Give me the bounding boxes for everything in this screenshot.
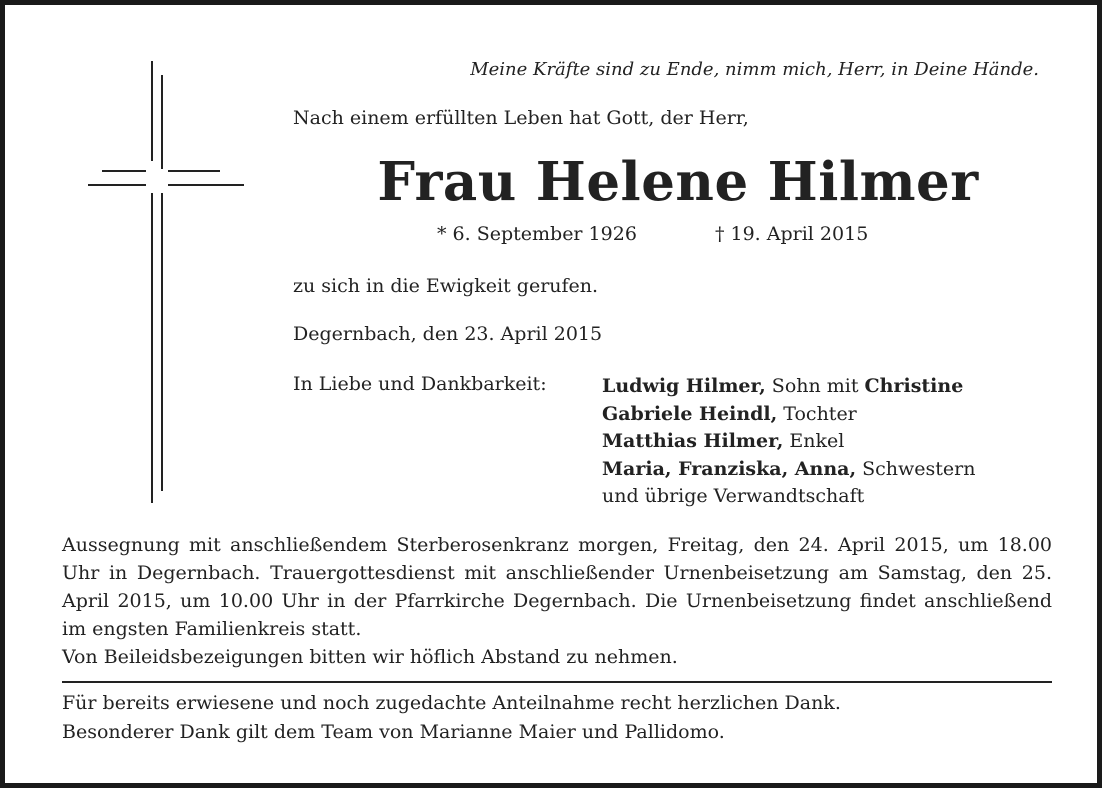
cross-icon: [88, 61, 244, 503]
death-date: † 19. April 2015: [714, 223, 869, 245]
final-thanks: [62, 689, 841, 747]
motto: Meine Kräfte sind zu Ende, nimm mich, Herr, in Deine Hände.: [470, 59, 1039, 80]
mourner-line: Ludwig Hilmer, Sohn mit Christine: [602, 375, 964, 397]
mourner-line: Matthias Hilmer, Enkel: [602, 430, 845, 452]
mourner-line: und übrige Verwandtschaft: [602, 485, 865, 507]
thanks-line-1: Für bereits erwiesene und noch zugedachte Anteilnahme recht herzlichen Dank.: [62, 692, 841, 714]
called-text: zu sich in die Ewigkeit gerufen.: [293, 275, 599, 297]
life-dates: [437, 223, 868, 245]
divider: [62, 681, 1052, 683]
thanks-label: In Liebe und Dankbarkeit:: [293, 373, 547, 395]
thanks-line-2: Besonderer Dank gilt dem Team von Marianne Maier und Pallidomo.: [62, 721, 725, 743]
mourner-line: Maria, Franziska, Anna, Schwestern: [602, 457, 976, 480]
service-details: Aussegnung mit anschließendem Sterberosenkranz morgen, Freitag, den 24. April 2015, um 18.00 Uhr in Degernbach. Trauergottesdienst mit anschließender Urnenbeisetzung am Samstag, den 25. April 2015, um 10.00 Uhr in der Pfarrkirche Degernbach. Die Urnenbeisetzung findet anschließend im engsten Familienkreis statt.: [62, 534, 1052, 640]
condolence-request: Von Beileidsbezeigungen bitten wir höflich Abstand zu nehmen.: [62, 646, 678, 668]
intro-text: Nach einem erfüllten Leben hat Gott, der Herr,: [293, 107, 749, 129]
service-notice: [62, 531, 1052, 671]
deceased-name: Frau Helene Hilmer: [377, 151, 979, 213]
mourner-line: Gabriele Heindl, Tochter: [602, 402, 857, 425]
birth-date: * 6. September 1926: [437, 223, 637, 245]
place-date: Degernbach, den 23. April 2015: [293, 323, 603, 345]
mourner-list: [602, 373, 976, 511]
